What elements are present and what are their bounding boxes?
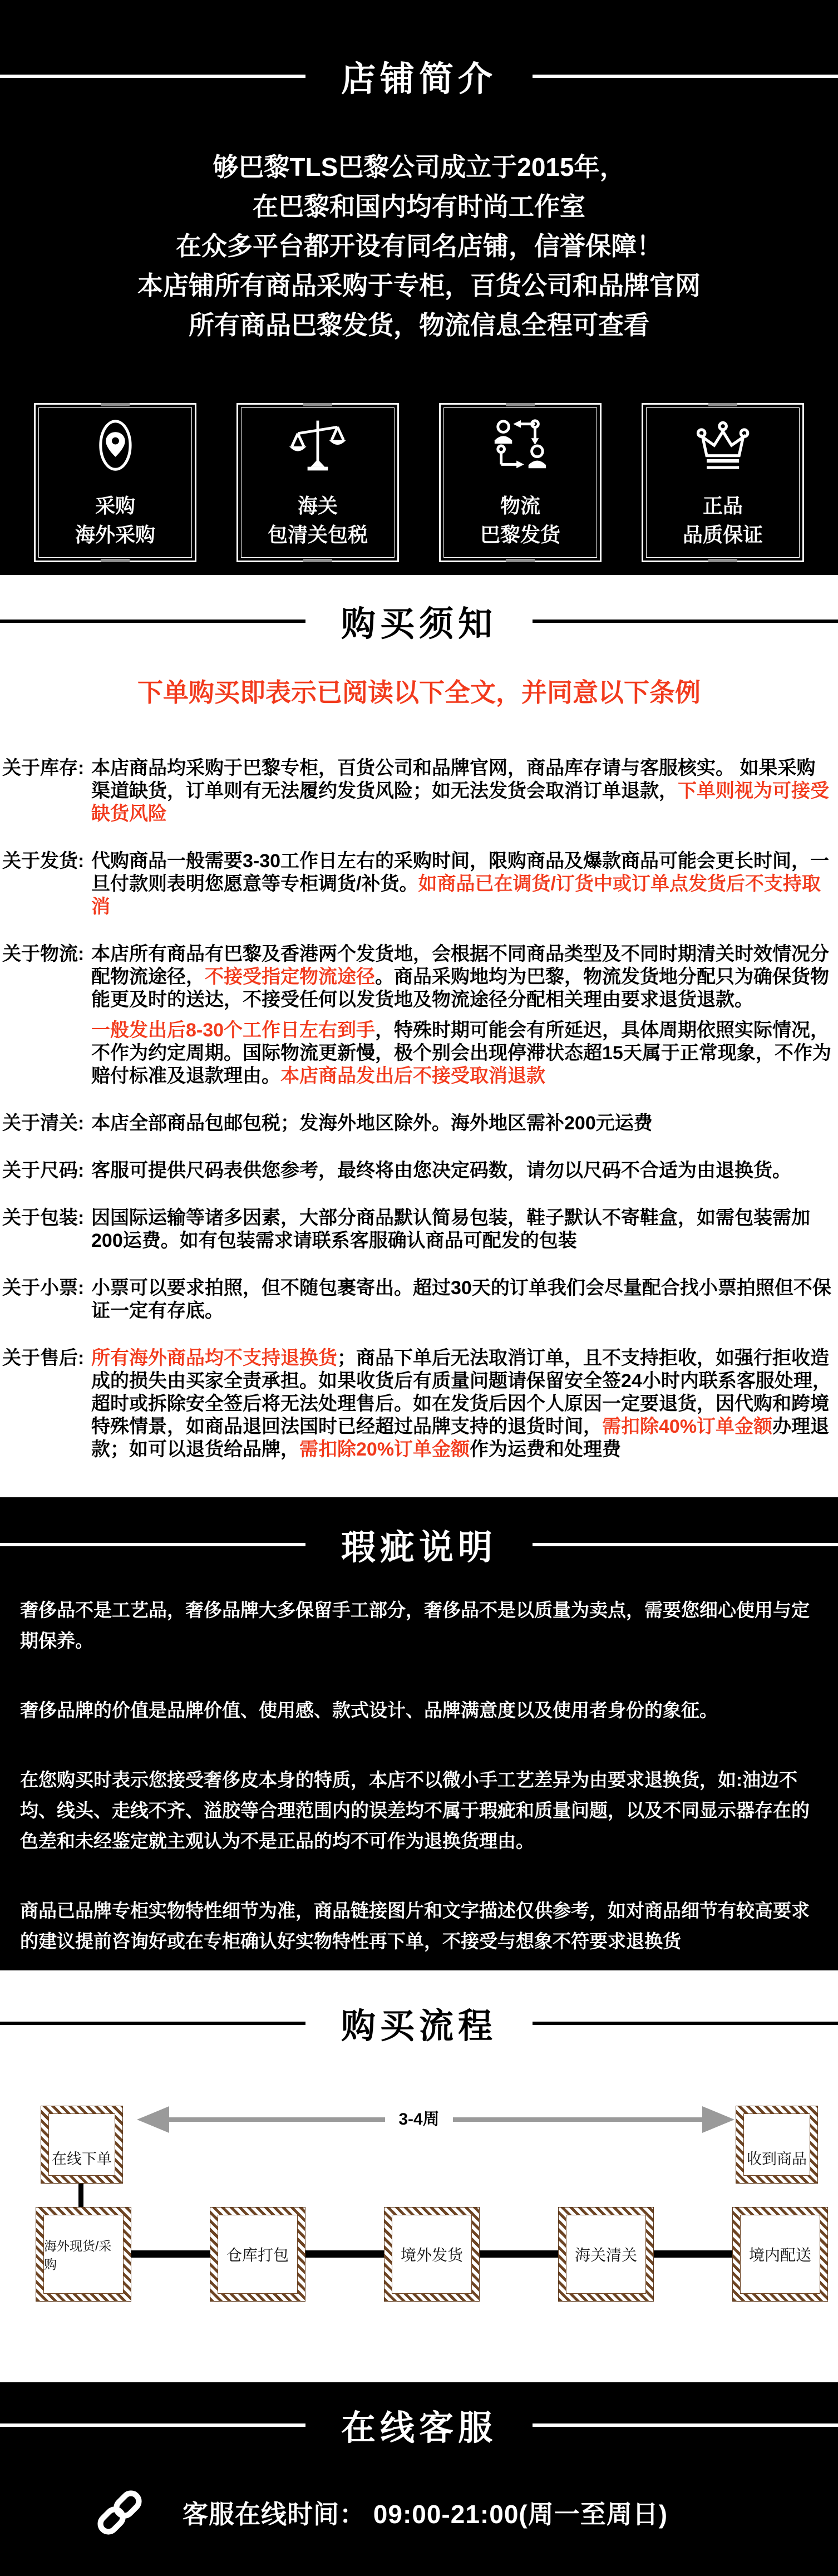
notice-text: ，特殊时期可能会有所延迟，具体周期依照实际情况，不作为约定周期。国际物流更新慢，极个别会出现停滞状态超15天属于正常现象，不作为赔付标准及退款理由。 xyxy=(91,1020,831,1087)
purchase-notice-section xyxy=(0,575,838,1497)
frame-tick xyxy=(708,559,737,562)
notice-item xyxy=(2,1112,832,1135)
customer-service-header xyxy=(0,2400,838,2450)
store-intro-title: 店铺简介 xyxy=(341,60,497,99)
purchase-notice-warning: 下单购买即表示已阅读以下全文，并同意以下条例 xyxy=(137,678,701,707)
feature-title: 正品 xyxy=(702,494,743,517)
duration-label: 3-4周 xyxy=(385,2105,452,2134)
notice-label: 关于发货: xyxy=(2,851,85,872)
frame-tick xyxy=(101,403,130,406)
header-rule-left xyxy=(0,1543,305,1546)
feature-subtitle: 海外采购 xyxy=(75,523,155,546)
header-rule-left xyxy=(0,2423,305,2427)
notice-paragraph xyxy=(91,1277,832,1323)
notice-paragraph xyxy=(91,1207,832,1252)
notice-highlight: 一般发出后8-30个工作日左右到手 xyxy=(91,1020,376,1041)
flow-step-receive-goods xyxy=(736,2106,818,2184)
notice-paragraph xyxy=(91,1347,832,1461)
flow-step-label: 仓库打包 xyxy=(218,2215,298,2294)
flow-step xyxy=(558,2207,654,2302)
flow-step xyxy=(384,2207,480,2302)
notice-item xyxy=(2,1207,832,1252)
flow-step-label: 海关清关 xyxy=(566,2215,646,2294)
header-rule-left xyxy=(0,2022,305,2025)
header-rule-right xyxy=(533,2022,838,2025)
header-rule-right xyxy=(533,2423,838,2427)
notice-label: 关于包装: xyxy=(2,1207,85,1228)
notice-text: 小票可以要求拍照，但不随包裹寄出。超过30天的订单我们会尽量配合找小票拍照但不保证一定有存底。 xyxy=(91,1277,831,1321)
feature-card xyxy=(439,403,602,562)
feature-title: 海关 xyxy=(297,494,338,517)
header-rule-right xyxy=(533,1543,838,1546)
notice-paragraph xyxy=(91,757,832,825)
feature-card xyxy=(642,403,804,562)
flow-horizontal-connector xyxy=(654,2250,732,2258)
defect-paragraph: 在您购买时表示您接受奢侈皮本身的特质，本店不以微小手工艺差异为由要求退换货，如:油边不均、线头、走线不齐、溢胶等合理范围内的误差均不属于瑕疵和质量问题，以及不同显示器存在的色差和未经鉴定就主观认为不是正品的均不可作为退换货理由。 xyxy=(20,1769,810,1851)
service-hours-row xyxy=(0,2484,838,2541)
flow-horizontal-connector xyxy=(131,2250,210,2258)
notice-text: 客服可提供尺码表供您参考，最终将由您决定码数，请勿以尺码不合适为由退换货。 xyxy=(91,1160,791,1181)
intro-line: 本店铺所有商品采购于专柜，百货公司和品牌官网 xyxy=(137,271,701,300)
notice-text: 因国际运输等诸多因素，大部分商品默认简易包装，鞋子默认不寄鞋盒，如需包装需加200运费。如有包装需求请联系客服确认商品可配发的包装 xyxy=(91,1207,810,1251)
feature-subtitle: 巴黎发货 xyxy=(480,523,560,546)
feature-card xyxy=(236,403,399,562)
notice-text: 本店所有商品有巴黎及香港两个发货地，会根据不同商品类型及不同时期清关时效情况分配物流途径， xyxy=(91,943,829,987)
flow-step xyxy=(210,2207,305,2302)
flow-step-label: 海外现货/采购 xyxy=(43,2215,124,2294)
location-pin-icon xyxy=(95,415,136,476)
duration-label-wrap xyxy=(0,2105,838,2134)
notice-text: 代购商品一般需要3-30工作日左右的采购时间，限购商品及爆款商品可能会更长时间，一旦付款则表明您愿意等专柜调货/补货。 xyxy=(91,851,830,894)
notice-text: 。商品采购地均为巴黎，物流发货地分配只为确保货物能更及时的送达，不接受任何以发货地及物流途径分配相关理由要求退货退款。 xyxy=(91,966,829,1010)
header-rule-left xyxy=(0,75,305,78)
notice-label: 关于尺码: xyxy=(2,1160,85,1181)
notice-paragraph xyxy=(91,1159,832,1182)
notice-text: 本店商品均采购于巴黎专柜，百货公司和品牌官网，商品库存请与客服核实。 如果采购渠道缺货，订单则有无法履约发货风险；如无法发货会取消订单退款， xyxy=(91,758,816,802)
flow-vertical-connector xyxy=(78,2184,83,2207)
service-hours-text xyxy=(183,2494,668,2531)
defect-paragraphs xyxy=(0,1595,838,1956)
feature-subtitle: 包清关包税 xyxy=(267,523,368,546)
defect-paragraph: 奢侈品牌的价值是品牌价值、使用感、款式设计、品牌满意度以及使用者身份的象征。 xyxy=(20,1700,718,1720)
notice-item xyxy=(2,1277,832,1323)
feature-card xyxy=(34,403,196,562)
link-icon xyxy=(91,2484,148,2541)
store-intro-header xyxy=(0,51,838,101)
flow-horizontal-connector xyxy=(480,2250,558,2258)
notice-label: 关于物流: xyxy=(2,943,85,965)
defect-note-section xyxy=(0,1497,838,1970)
header-rule-left xyxy=(0,620,305,623)
frame-tick xyxy=(506,559,535,562)
notice-text: ；商品下单后无法取消订单，且不支持拒收，如强行拒收造成的损失由买家全责承担。如果收货后有质量问题请保留安全签24小时内联系客服处理，超时或拆除安全签后将无法处理售后。如在发货后因个人原因一定要退货，因代购和跨境特殊情景，如商品退回法国时已经超过品牌支持的退货时间， xyxy=(91,1348,831,1437)
notice-highlight: 需扣除40%订单金额 xyxy=(602,1416,773,1437)
intro-line: 在众多平台都开设有同名店铺，信誉保障！ xyxy=(176,232,662,260)
notice-list xyxy=(0,757,838,1461)
scales-icon xyxy=(287,415,348,476)
notice-item xyxy=(2,1347,832,1461)
intro-line: 在巴黎和国内均有时尚工作室 xyxy=(253,192,585,221)
store-intro-text xyxy=(0,148,838,345)
notice-paragraph xyxy=(91,943,832,1011)
defect-note-header xyxy=(0,1520,838,1569)
notice-highlight: 不接受指定物流途径 xyxy=(205,966,375,987)
flow-step-label: 境外发货 xyxy=(392,2215,472,2294)
notice-label: 关于清关: xyxy=(2,1113,85,1134)
flow-step xyxy=(732,2207,828,2302)
notice-highlight: 本店商品发出后不接受取消退款 xyxy=(280,1065,545,1087)
purchase-flow-section xyxy=(0,1970,838,2382)
crown-icon xyxy=(691,415,755,476)
flow-step-label: 收到商品 xyxy=(747,2151,807,2167)
defect-note-title: 瑕疵说明 xyxy=(341,1528,497,1567)
defect-paragraph: 奢侈品不是工艺品，奢侈品牌大多保留手工部分，奢侈品不是以质量为卖点，需要您细心使用与定期保养。 xyxy=(20,1600,810,1651)
notice-paragraph xyxy=(91,850,832,918)
notice-item xyxy=(2,1159,832,1182)
logistics-icon xyxy=(490,415,550,476)
purchase-notice-header xyxy=(0,596,838,646)
notice-highlight: 所有海外商品均不支持退换货 xyxy=(91,1348,337,1369)
notice-paragraph xyxy=(91,1019,832,1088)
frame-tick xyxy=(506,403,535,406)
notice-label: 关于库存: xyxy=(2,758,85,779)
frame-tick xyxy=(101,559,130,562)
notice-item xyxy=(2,943,832,1088)
feature-title: 物流 xyxy=(500,494,540,517)
flow-diagram xyxy=(0,2048,838,2382)
intro-line: 所有商品巴黎发货，物流信息全程可查看 xyxy=(189,311,649,340)
notice-label: 关于小票: xyxy=(2,1277,85,1299)
intro-line: 够巴黎TLS巴黎公司成立于2015年， xyxy=(213,153,625,181)
feature-subtitle: 品质保证 xyxy=(682,523,763,546)
purchase-flow-header xyxy=(0,1998,838,2048)
feature-cards-row xyxy=(0,403,838,562)
frame-tick xyxy=(303,403,332,406)
service-hours-label: 客服在线时间： xyxy=(183,2500,366,2529)
notice-highlight: 需扣除20%订单金额 xyxy=(299,1439,470,1460)
flow-step-label: 境内配送 xyxy=(740,2215,820,2294)
frame-tick xyxy=(303,559,332,562)
notice-highlight: 下单则视为可接受缺货风险 xyxy=(91,780,829,824)
feature-title: 采购 xyxy=(95,494,135,517)
notice-text: 本店全部商品包邮包税；发海外地区除外。海外地区需补200元运费 xyxy=(91,1113,653,1134)
notice-item xyxy=(2,757,832,825)
flow-horizontal-connector xyxy=(305,2250,384,2258)
notice-item xyxy=(2,850,832,918)
purchase-notice-title: 购买须知 xyxy=(341,605,497,643)
purchase-flow-title: 购买流程 xyxy=(341,2007,497,2046)
flow-step-label: 在线下单 xyxy=(52,2151,112,2167)
notice-label: 关于售后: xyxy=(2,1348,85,1369)
notice-highlight: 如商品已在调货/订货中或订单点发货后不支持取消 xyxy=(91,873,821,917)
header-rule-right xyxy=(533,620,838,623)
frame-tick xyxy=(708,403,737,406)
flow-step xyxy=(36,2207,131,2302)
customer-service-title: 在线客服 xyxy=(341,2409,497,2447)
notice-text: 作为运费和处理费 xyxy=(470,1439,622,1460)
defect-paragraph: 商品已品牌专柜实物特性细节为准，商品链接图片和文字描述仅供参考，如对商品细节有较高要求的建议提前咨询好或在专柜确认好实物特性再下单，不接受与想象不符要求退换货 xyxy=(20,1900,810,1951)
service-hours-value: 09:00-21:00(周一至周日) xyxy=(373,2500,668,2529)
notice-text: 办理退款；如可以退货给品牌， xyxy=(91,1416,830,1460)
header-rule-right xyxy=(533,75,838,78)
notice-paragraph xyxy=(91,1112,832,1135)
store-intro-section xyxy=(0,0,838,575)
customer-service-section xyxy=(0,2382,838,2576)
